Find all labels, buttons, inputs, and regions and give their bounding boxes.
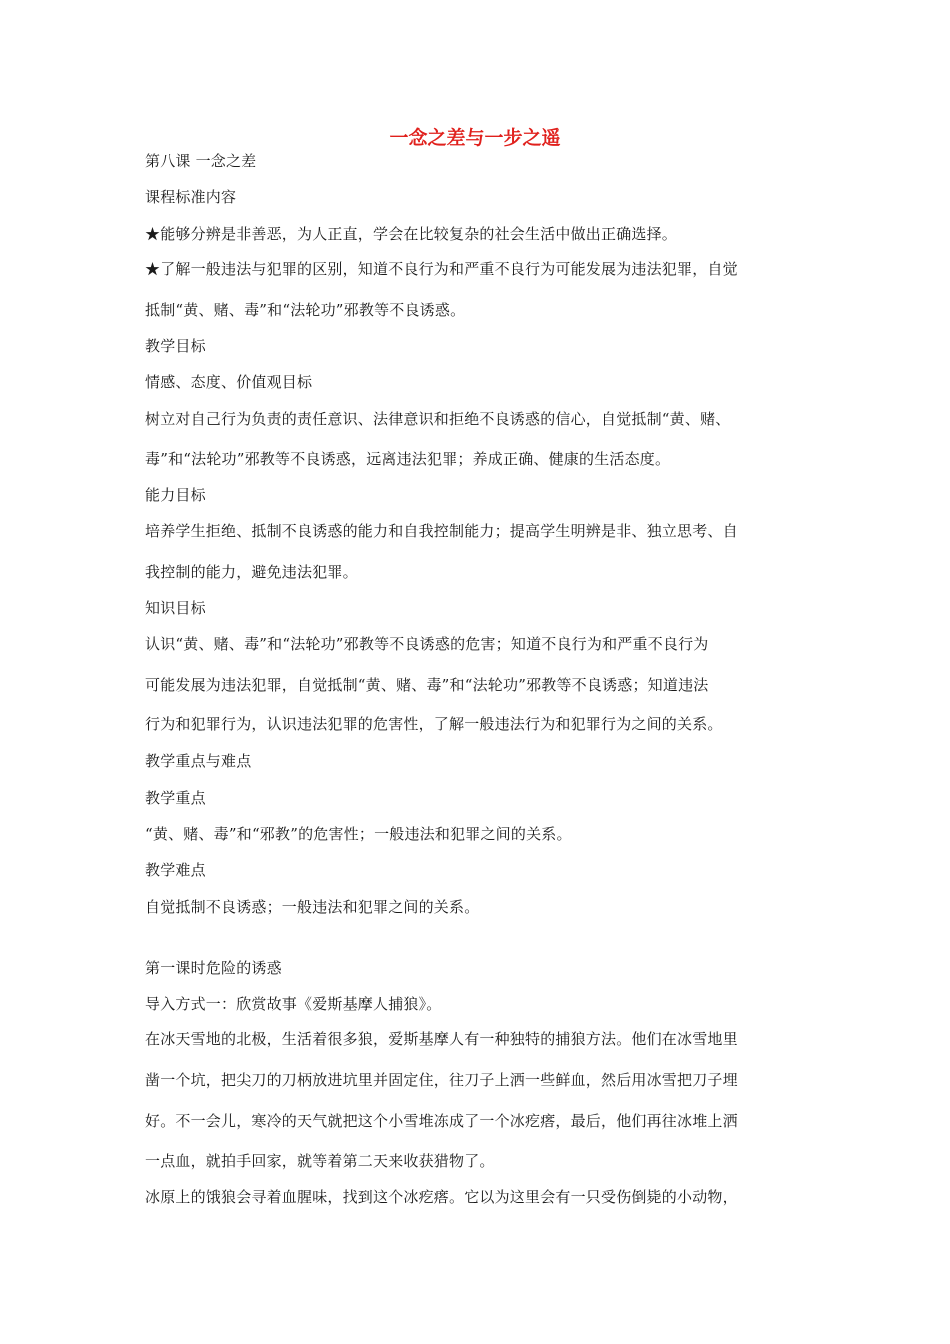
subsection-heading: 教学难点 xyxy=(145,861,206,879)
lesson-period-heading: 第一课时危险的诱惑 xyxy=(145,959,282,977)
document-title: 一念之差与一步之遥 xyxy=(389,127,561,149)
paragraph-line: ★了解一般违法与犯罪的区别，知道不良行为和严重不良行为可能发展为违法犯罪，自觉 xyxy=(145,260,738,278)
lesson-heading: 第八课 一念之差 xyxy=(145,152,257,170)
paragraph-line: 树立对自己行为负责的责任意识、法律意识和拒绝不良诱惑的信心，自觉抵制“黄、赌、 xyxy=(145,410,731,428)
paragraph-line: ★能够分辨是非善恶，为人正直，学会在比较复杂的社会生活中做出正确选择。 xyxy=(145,225,678,243)
paragraph-line: “黄、赌、毒”和“邪教”的危害性；一般违法和犯罪之间的关系。 xyxy=(145,825,572,843)
section-heading: 教学目标 xyxy=(145,337,206,355)
paragraph-line: 导入方式一：欣赏故事《爱斯基摩人捕狼》。 xyxy=(145,995,442,1013)
paragraph-line: 毒”和“法轮功”邪教等不良诱惑，远离违法犯罪；养成正确、健康的生活态度。 xyxy=(145,450,671,468)
subsection-heading: 情感、态度、价值观目标 xyxy=(145,373,313,391)
paragraph-line: 在冰天雪地的北极，生活着很多狼，爱斯基摩人有一种独特的捕狼方法。他们在冰雪地里 xyxy=(145,1030,738,1048)
paragraph-line: 抵制“黄、赌、毒”和“法轮功”邪教等不良诱惑。 xyxy=(145,301,466,319)
subsection-heading: 知识目标 xyxy=(145,599,206,617)
paragraph-line: 可能发展为违法犯罪，自觉抵制“黄、赌、毒”和“法轮功”邪教等不良诱惑；知道违法 xyxy=(145,676,709,694)
subsection-heading: 能力目标 xyxy=(145,486,206,504)
paragraph-line: 自觉抵制不良诱惑；一般违法和犯罪之间的关系。 xyxy=(145,898,480,916)
section-heading: 教学重点与难点 xyxy=(145,752,252,770)
paragraph-line: 凿一个坑，把尖刀的刀柄放进坑里并固定住，往刀子上洒一些鲜血，然后用冰雪把刀子埋 xyxy=(145,1071,738,1089)
paragraph-line: 一点血，就拍手回家，就等着第二天来收获猎物了。 xyxy=(145,1152,495,1170)
subsection-heading: 教学重点 xyxy=(145,789,206,807)
paragraph-line: 培养学生拒绝、抵制不良诱惑的能力和自我控制能力；提高学生明辨是非、独立思考、自 xyxy=(145,522,738,540)
paragraph-line: 冰原上的饿狼会寻着血腥味，找到这个冰疙瘩。它以为这里会有一只受伤倒毙的小动物， xyxy=(145,1188,738,1206)
paragraph-line: 好。不一会儿，寒冷的天气就把这个小雪堆冻成了一个冰疙瘩，最后，他们再往冰堆上洒 xyxy=(145,1112,738,1130)
section-heading: 课程标准内容 xyxy=(145,188,237,206)
paragraph-line: 我控制的能力，避免违法犯罪。 xyxy=(145,563,358,581)
paragraph-line: 行为和犯罪行为，认识违法犯罪的危害性，了解一般违法行为和犯罪行为之间的关系。 xyxy=(145,715,723,733)
paragraph-line: 认识“黄、赌、毒”和“法轮功”邪教等不良诱惑的危害；知道不良行为和严重不良行为 xyxy=(145,635,709,653)
